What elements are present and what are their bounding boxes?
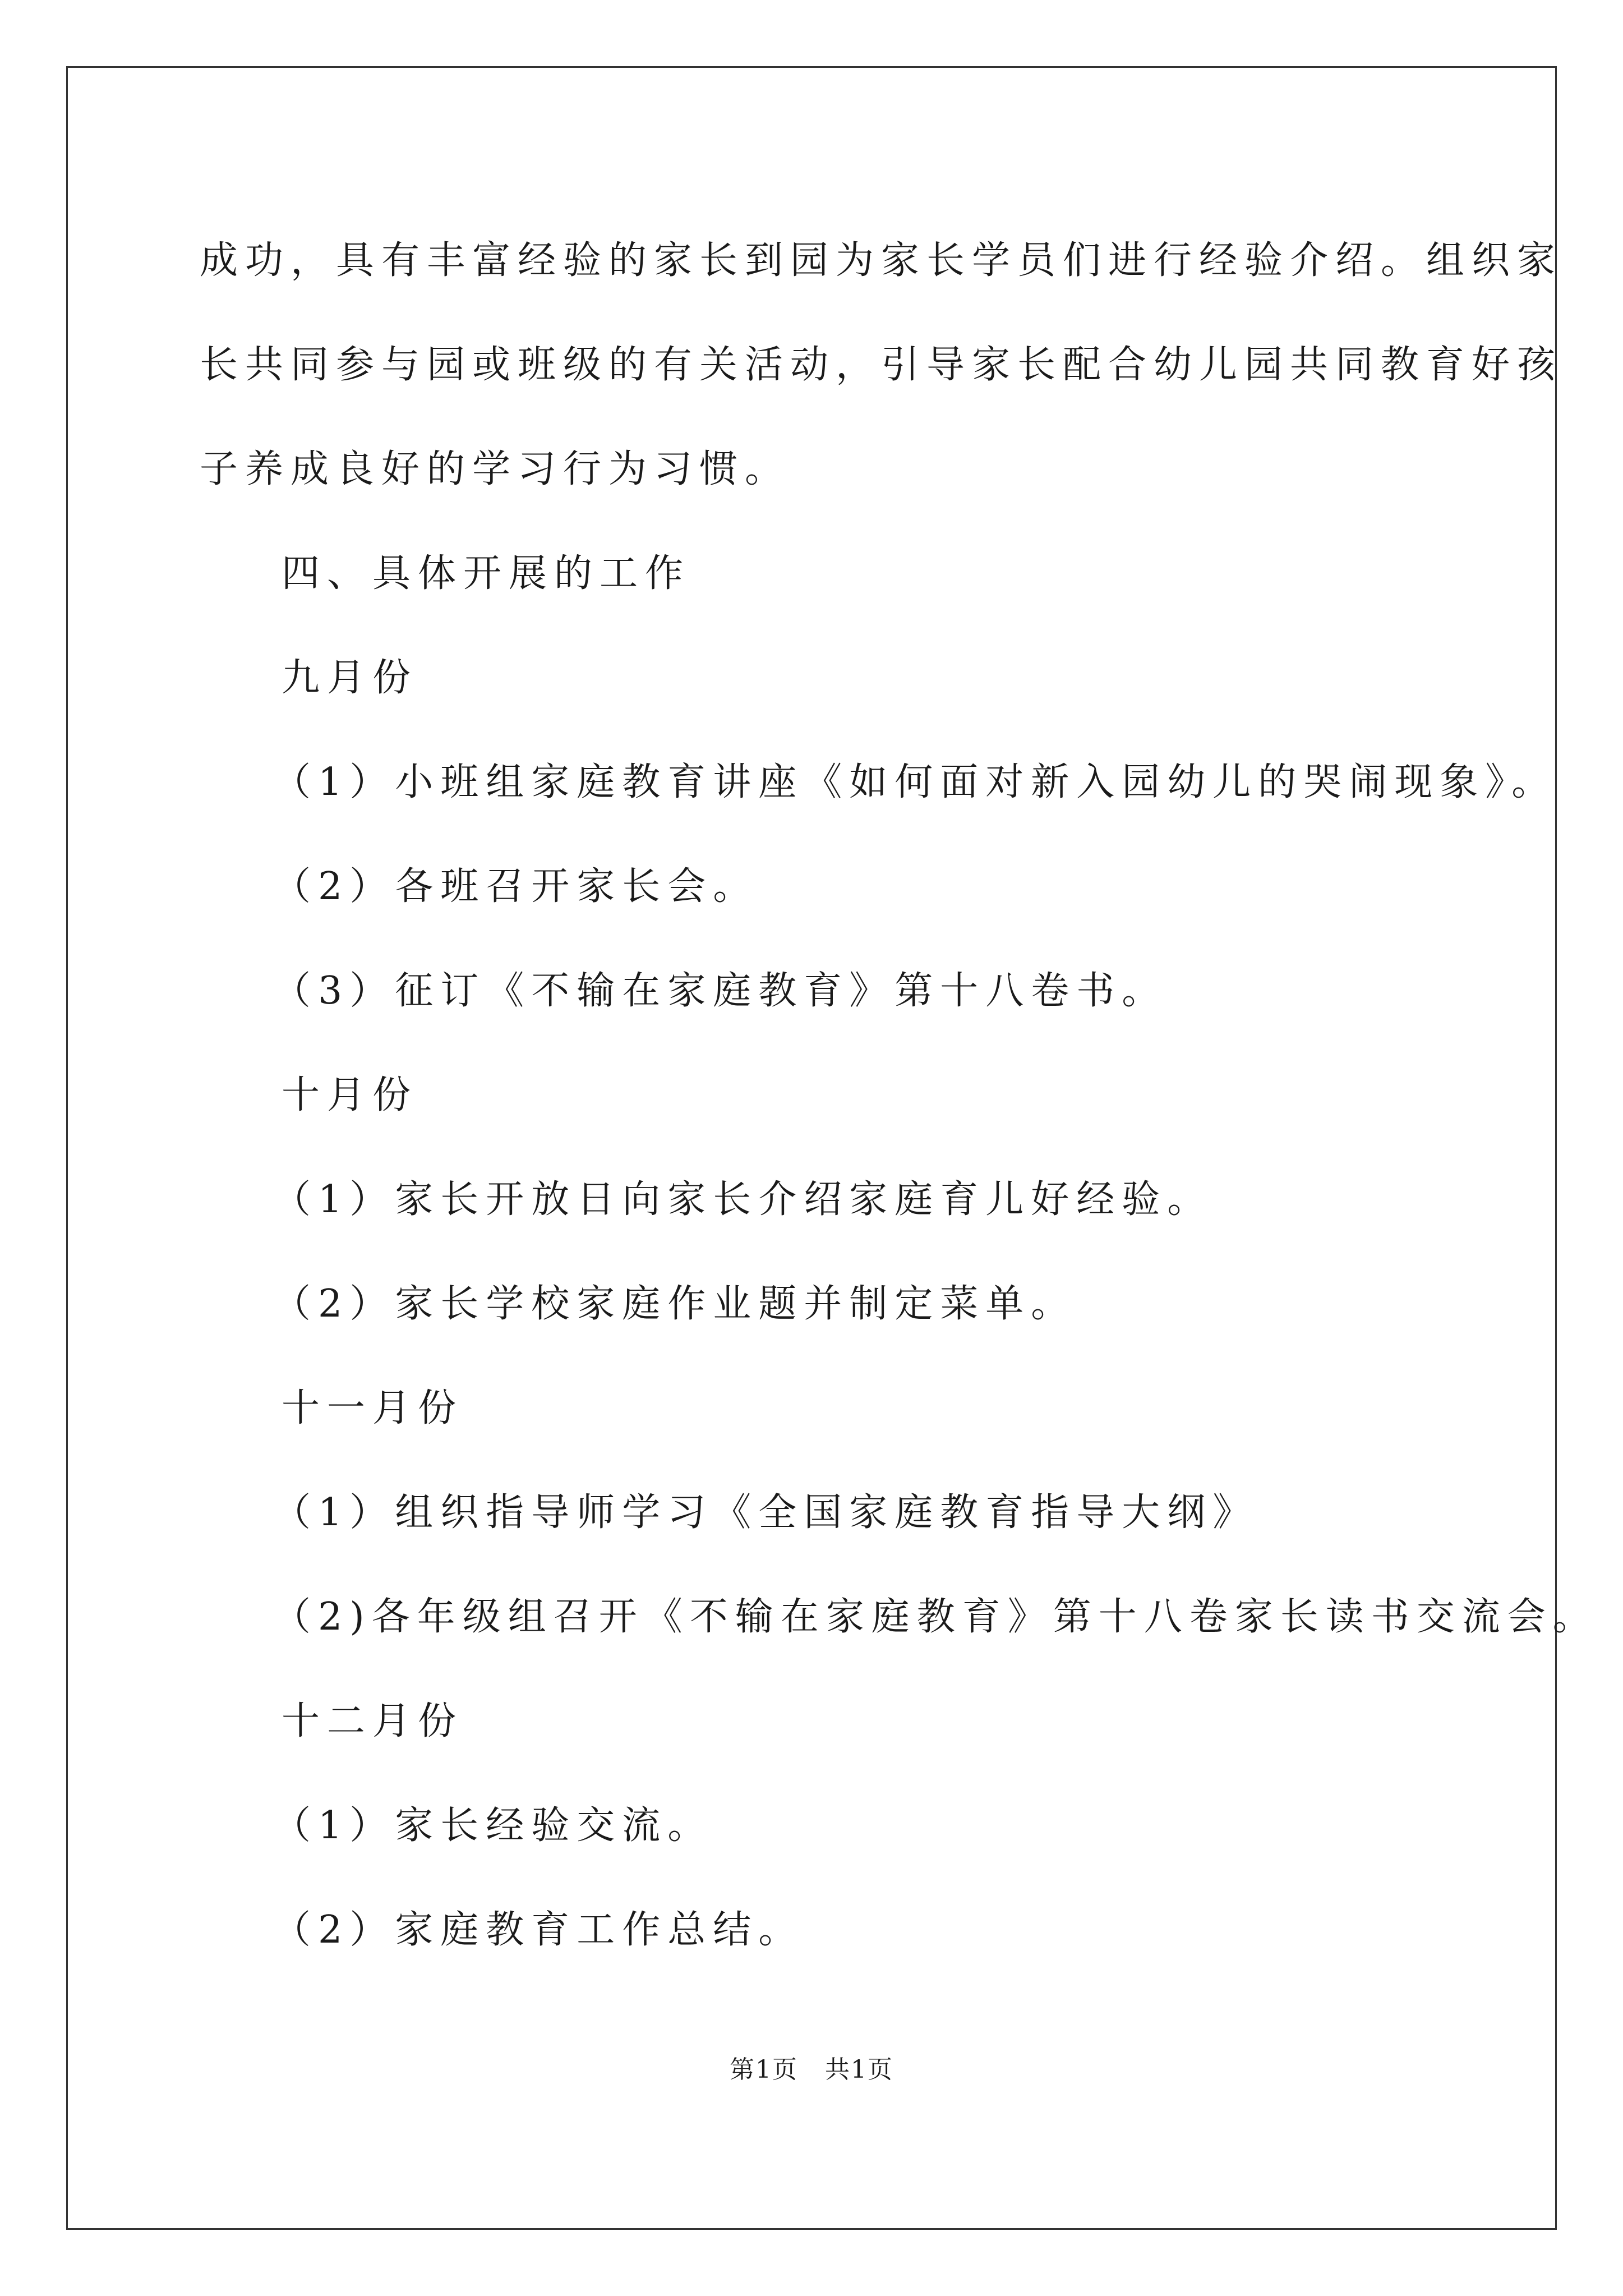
list-item: （1）家长开放日向家长介绍家庭育儿好经验。 — [273, 1177, 1213, 1222]
paragraph: 成功，具有丰富经验的家长到园为家长学员们进行经验介绍。组织家 — [200, 238, 1563, 283]
month-heading: 十一月份 — [282, 1386, 464, 1430]
page-footer — [0, 2053, 1623, 2087]
document-body — [200, 209, 1598, 1982]
month-heading: 十月份 — [282, 1073, 418, 1117]
list-item: （1）家长经验交流。 — [273, 1803, 713, 1848]
section-heading: 四、具体开展的工作 — [282, 551, 691, 596]
list-item: （2）家长学校家庭作业题并制定菜单。 — [273, 1282, 1077, 1326]
list-item: （1）小班组家庭教育讲座《如何面对新入园幼儿的哭闹现象》。 — [273, 760, 1557, 804]
list-item: （3）征订《不输在家庭教育》第十八卷书。 — [273, 969, 1168, 1013]
month-heading: 十二月份 — [282, 1699, 464, 1743]
list-item: （2）各班召开家长会。 — [273, 864, 759, 909]
list-item: （2）家庭教育工作总结。 — [273, 1908, 804, 1952]
page-total: 共1页 — [825, 2055, 893, 2084]
list-item: （2)各年级组召开《不输在家庭教育》第十八卷家长读书交流会。 — [273, 1595, 1598, 1639]
page-number: 第1页 — [730, 2055, 798, 2084]
paragraph: 子养成良好的学习行为习惯。 — [200, 447, 791, 491]
month-heading: 九月份 — [282, 656, 418, 700]
paragraph: 长共同参与园或班级的有关活动，引导家长配合幼儿园共同教育好孩 — [200, 343, 1563, 387]
list-item: （1）组织指导师学习《全国家庭教育指导大纲》 — [273, 1490, 1258, 1535]
